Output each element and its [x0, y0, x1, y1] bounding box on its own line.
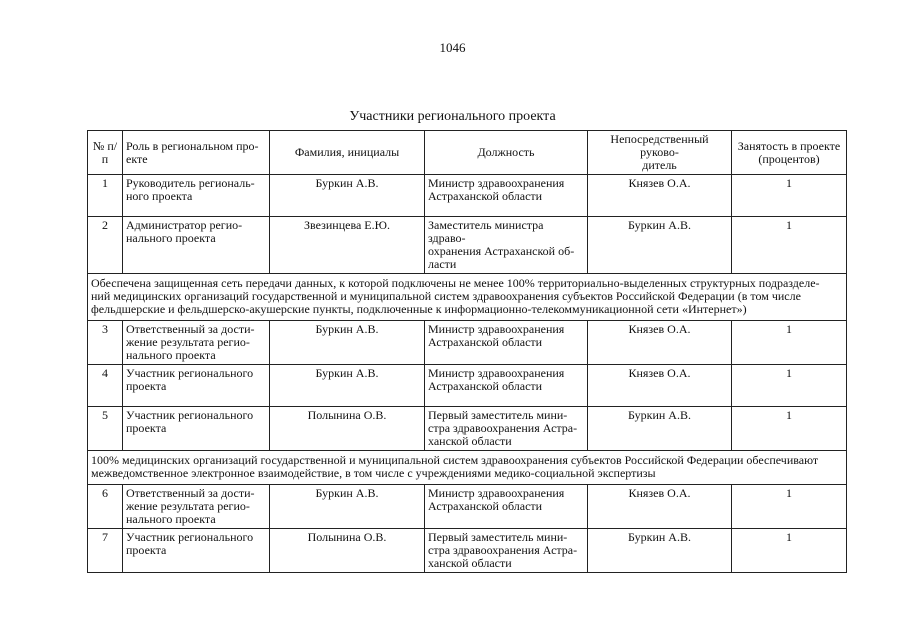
load-cell: 1 — [732, 217, 847, 274]
load-cell: 1 — [732, 407, 847, 451]
column-header: Занятость в проекте (процентов) — [732, 131, 847, 175]
section-row — [88, 274, 847, 321]
role-cell: Руководитель региональ- ного проекта — [123, 175, 270, 217]
name-cell: Буркин А.В. — [270, 175, 425, 217]
manager-cell: Буркин А.В. — [588, 529, 732, 573]
column-header: Должность — [425, 131, 588, 175]
load-cell: 1 — [732, 321, 847, 365]
position-cell: Министр здравоохранения Астраханской области — [425, 175, 588, 217]
table-row — [88, 321, 847, 365]
position-cell: Первый заместитель мини- стра здравоохранения Астра- ханской области — [425, 529, 588, 573]
position-cell: Первый заместитель мини- стра здравоохранения Астра- ханской области — [425, 407, 588, 451]
name-cell: Буркин А.В. — [270, 321, 425, 365]
load-cell: 1 — [732, 529, 847, 573]
role-cell: Участник регионального проекта — [123, 407, 270, 451]
name-cell: Буркин А.В. — [270, 365, 425, 407]
section-row — [88, 451, 847, 485]
table-body — [88, 175, 847, 573]
table-row — [88, 365, 847, 407]
manager-cell: Князев О.А. — [588, 365, 732, 407]
load-cell: 1 — [732, 175, 847, 217]
name-cell: Буркин А.В. — [270, 485, 425, 529]
load-cell: 1 — [732, 485, 847, 529]
column-header: Фамилия, инициалы — [270, 131, 425, 175]
name-cell: Полынина О.В. — [270, 407, 425, 451]
participants-table — [87, 130, 847, 573]
role-cell: Администратор регио- нального проекта — [123, 217, 270, 274]
section-text: Обеспечена защищенная сеть передачи данных, к которой подключены не менее 100% территориально-выделенных структурных подразделе- ний медицинских организаций государственной и муниципальной систем здравоохранения субъектов Российской Федерации (в том числе фельдшерские и фельдшерско-акушерские пункты, подключенные к информационно-телекоммуникационной сети «Интернет») — [88, 274, 847, 321]
role-cell: Участник регионального проекта — [123, 365, 270, 407]
role-cell: Ответственный за дости- жение результата регио- нального проекта — [123, 321, 270, 365]
name-cell: Полынина О.В. — [270, 529, 425, 573]
manager-cell: Князев О.А. — [588, 175, 732, 217]
table-row — [88, 217, 847, 274]
row-number-cell: 6 — [88, 485, 123, 529]
row-number-cell: 3 — [88, 321, 123, 365]
table-row — [88, 485, 847, 529]
manager-cell: Князев О.А. — [588, 485, 732, 529]
column-header: № п/п — [88, 131, 123, 175]
manager-cell: Буркин А.В. — [588, 217, 732, 274]
column-header: Роль в региональном про- екте — [123, 131, 270, 175]
section-text: 100% медицинских организаций государственной и муниципальной систем здравоохранения субъектов Российской Федерации обеспечивают межведомственное электронное взаимодействие, в том числе с учреждениями медико-социальной экспертизы — [88, 451, 847, 485]
row-number-cell: 5 — [88, 407, 123, 451]
row-number-cell: 1 — [88, 175, 123, 217]
position-cell: Министр здравоохранения Астраханской области — [425, 321, 588, 365]
document-title: Участники регионального проекта — [349, 109, 556, 124]
position-cell: Министр здравоохранения Астраханской области — [425, 485, 588, 529]
role-cell: Ответственный за дости- жение результата регио- нального проекта — [123, 485, 270, 529]
position-cell: Министр здравоохранения Астраханской области — [425, 365, 588, 407]
table-row — [88, 407, 847, 451]
name-cell: Звезинцева Е.Ю. — [270, 217, 425, 274]
manager-cell: Буркин А.В. — [588, 407, 732, 451]
manager-cell: Князев О.А. — [588, 321, 732, 365]
role-cell: Участник регионального проекта — [123, 529, 270, 573]
column-header: Непосредственный руково- дитель — [588, 131, 732, 175]
row-number-cell: 4 — [88, 365, 123, 407]
row-number-cell: 7 — [88, 529, 123, 573]
table-row — [88, 175, 847, 217]
load-cell: 1 — [732, 365, 847, 407]
table-row — [88, 529, 847, 573]
page-number: 1046 — [439, 40, 466, 55]
position-cell: Заместитель министра здраво- охранения Астраханской об- ласти — [425, 217, 588, 274]
row-number-cell: 2 — [88, 217, 123, 274]
table-header-row — [88, 131, 847, 175]
